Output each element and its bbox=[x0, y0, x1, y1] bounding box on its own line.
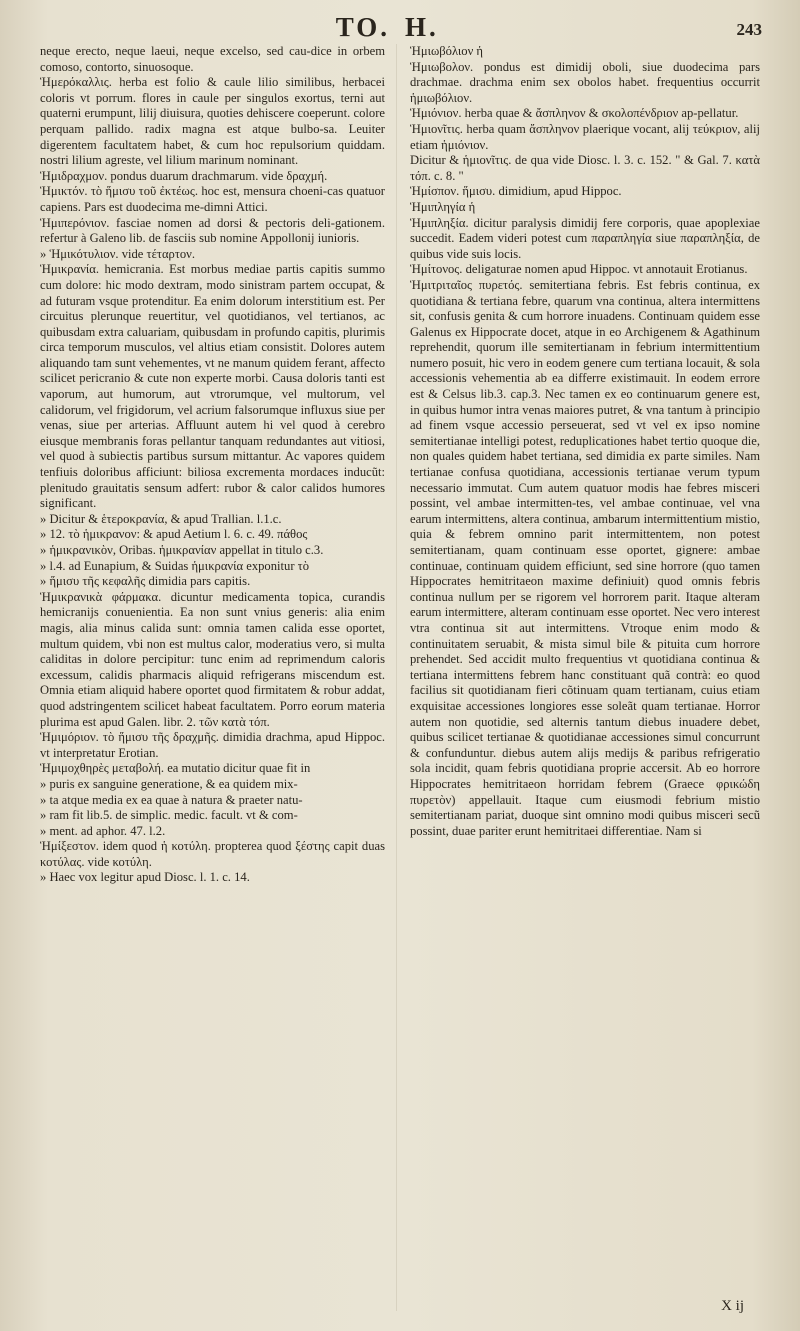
text-paragraph: » 12. τὸ ἡμικρανον: & apud Aetium l. 6. c. 49. πάθος bbox=[40, 527, 308, 542]
text-paragraph: Ἡμίξεστον. idem quod ἡ κοτύλη. propterea quod ξέστης capit duas κοτύλας. vide κοτύλη. bbox=[40, 839, 385, 869]
text-paragraph: Ἡμίσπον. ἥμισυ. dimidium, apud Hippoc. bbox=[410, 184, 622, 199]
text-paragraph: Ἡμικρανία. hemicrania. Est morbus mediae partis capitis summo cum dolore: hic modo dextram, modo sinistram partem occupat, & ad futuram vsque protenditur. Ea enim dolorum interstitium est. Per circuitus plerunque reuertitur, vel quotidianos, vel tertianos, ac quibusdam extra caluariam, quibusdam in profundo capitis, plurimis circa temporum musculos, vel altius etiam consistit. Dolores autem aliquando tam sunt vehementes, vt ne manum quidem ferant, affecto scilicet pericranio & cute non experte morbi. Causa doloris tanti est vaporum, aut humorum, aut vtrorumque, vel multorum, vel calidorum, vel frigidorum, vel acrium falsorumque influxus siue per venas, siue per arterias. Affluunt autem hi vel quod à cerebro eiusque membranis foras pellantur tanquam redundantes aut vitiosi, vel quod à subiectis partibus sursum mittantur. Ac vapores quidem tenfiuis doloribus afficiunt: biliosa excrementa mordaces inducũt: plenitudo grauitatis sensum adfert: rubor & calor calidos humores significant. bbox=[40, 262, 385, 511]
text-paragraph: » Ἡμικότυλιον. vide τέταρτον. bbox=[40, 246, 196, 261]
text-paragraph: » ta atque media ex ea quae à natura & praeter natu- bbox=[40, 792, 303, 807]
text-paragraph: » ἡμικρανικὸν, Oribas. ἡμικρανίαν appellat in titulo c.3. bbox=[40, 543, 324, 557]
text-paragraph: » puris ex sanguine generatione, & ea quidem mix- bbox=[40, 776, 298, 791]
text-paragraph: Ἡμιμόριον. τὸ ἥμισυ τῆς δραχμῆς. dimidia drachma, apud Hippoc. vt interpretatur Erotian. bbox=[40, 730, 385, 760]
signature-mark: X ij bbox=[721, 1298, 744, 1314]
right-column bbox=[410, 44, 760, 839]
text-paragraph: neque erecto, neque laeui, neque excelso, sed cau-dice in orbem comoso, contorto, sinuosoque. bbox=[40, 44, 385, 74]
column-gutter bbox=[396, 44, 397, 1311]
left-column bbox=[40, 44, 385, 886]
text-paragraph: Ἡμιπληξία. dicitur paralysis dimidij fere corporis, quae apoplexiae succedit. Eadem videri potest cum παραπληγία siue παραπληξία, de quibus vide suis locis. bbox=[410, 215, 760, 261]
text-paragraph: Dicitur & ἡμιονῖτις. de qua vide Diosc. l. 3. c. 152. " & Gal. 7. κατὰ τόπ. c. 8. " bbox=[410, 153, 760, 183]
text-paragraph: Ἡμιμοχθηρὲς μεταβολή. ea mutatio dicitur quae fit in bbox=[40, 761, 311, 776]
text-paragraph: Ἡμικτόν. τὸ ἥμισυ τοῦ ἐκτέως. hoc est, mensura choeni-cas quatuor capiens. Pars est duodecima me-dimni Attici. bbox=[40, 184, 385, 214]
text-paragraph: Ἡμιονῖτις. herba quam ἄσπληνον plaerique vocant, alij τεύκριον, alij etiam ἡμιόνιον. bbox=[410, 121, 760, 152]
text-paragraph: Ἡμιωβολον. pondus est dimidij oboli, siue duodecima pars drachmae. drachma enim sex obolos habet. frequentius occurrit ἡμιωβόλιον. bbox=[410, 59, 760, 105]
text-paragraph: Ἡμιπερόνιον. fasciae nomen ad dorsi & pectoris deli-gationem. refertur à Galeno lib. de fasciis sub nomine Appollonij iunioris. bbox=[40, 215, 385, 246]
text-paragraph: » ment. ad aphor. 47. l.2. bbox=[40, 823, 166, 838]
text-paragraph: » Haec vox legitur apud Diosc. l. 1. c. 14. bbox=[40, 870, 250, 885]
text-paragraph: Ἡμίτονος. deligaturae nomen apud Hippoc. vt annotauit Erotianus. bbox=[410, 262, 748, 277]
text-paragraph: Ἡμιπληγία ἡ bbox=[410, 199, 476, 214]
page-number: 243 bbox=[736, 20, 762, 39]
text-paragraph: » Dicitur & ἑτεροκρανία, & apud Trallian. l.1.c. bbox=[40, 511, 282, 526]
running-head-left: ΤΟ. bbox=[335, 12, 390, 42]
text-paragraph: Ἡμικρανικὰ φάρμακα. dicuntur medicamenta topica, curandis hemicranijs conuenientia. Ea non sunt vnius generis: alia enim magis, alia minus calida sunt: omnia tamen calida esse oportet, multum quidem, vbi non est multus calor, moderatius vero, si multa caliditas in dolore percipitur: tunc enim ad reprimendum caloris excessum, calidis pharmacis aliquid refrigerans miscendum est. Omnia etiam aliquid habere oportet quod firmitatem & robur addat, quod adstringentem scilicet habeat facultatem. Porro eorum materia plurima est apud Galen. libr. 2. τῶν κατὰ τόπ. bbox=[40, 589, 385, 729]
text-paragraph: » ἥμισυ τῆς κεφαλῆς dimidia pars capitis. bbox=[40, 574, 251, 589]
text-paragraph: Ἡμιόνιον. herba quae & ἄσπληνον & σκολοπένδριον ap-pellatur. bbox=[410, 106, 739, 121]
text-paragraph: Ἡμιτριταῖος πυρετός. semitertiana febris. Est febris continua, ex quotidiana & tertiana febre, quarum vna continua, altera intermittens sit, confusis genita & cum horrore inuadens. Continuam quidem esse Galenus ex Hippocrate docet, atque in eo Archigenem & Agathinum reprehendit, quorum ille semitertianam in febrium intermittentium numero posuit, hic vero in eodem genere cum tertiana locauit, & sola accessionis vehementia ab ea differre existimauit. In eodem errore est & Celsus lib.3. cap.3. Nec tamen ex eo continuarum genere est, in quibus humor intra venas maiores putret, & vna tantum à principio ad finem vsque accessio perseuerat, sed vt vel ex ipso nomine semitertianae intelligi potest, reduplicationes habet tertio quoque die, non quales quidem habet tertiana, sed dimidia ex parte similes. Nam tertianae confusa quotidiana, accessionis tertianae verum typum necessario immutat. Cum autem quatuor modis hae febres misceri possint, vel ambae intermitten-tes, vel ambae continuae, vel vna earum intermittens, altera continua, ambarum intermittentium mistio, quia & febrem omnino parit intermittentem, non potest semitertianam, quam continuam esse oportet, gignere: ambae continuae, continuam quidem efficiunt, sed sine horrore (quo tamen Hippocrates hemitritaeon maxime definiuit) quod omnis febris continua nullum per se rigorem vel horrorem parit. Itaque alteram earum intermittere, alteram continuam esse oportet. Nec vero interest vtra continua sit aut intermittens. Vtroque enim modo & continuitatem seruabit, & mista simul bile & pituita cum horrore prehendet. Sed accidit multo frequentius vt quotidiana continua & tertiana intermittens febrem hanc constituant quã contrà: eo quod facilius sit quotidianam fieri cõtinuam quam tertianam, cuius etiam exquisitae accessiones longiores esse soleãt quam tertianae. Horror autem non quotidie, sed alternis tantum diebus inuadere debet, quibus scilicet tertianae & quotidianae accessiones simul concurrunt & confunduntur. diebus autem alijs medijs & paribus refrigeratio sola incidit, quam febris quotidiana proprie accersit. Ab eo horrore Hippocrates hemitritaeon horridam febrem (Graece φρικώδη πυρετὸν) appellauit. Itaque cum eiusmodi febrium mistio semitertianam pariat, duoque sint omnino modi quibus misceri secũ possint, duae pariter erunt hemitritaei differentiae. Nam si bbox=[410, 277, 760, 838]
text-paragraph: » l.4. ad Eunapium, & Suidas ἡμικρανία exponitur τὸ bbox=[40, 558, 310, 573]
text-paragraph: Ἡμιωβόλιον ἡ bbox=[410, 44, 484, 58]
page-header bbox=[0, 12, 800, 42]
text-paragraph: Ἡμερόκαλλις. herba est folio & caule lilio similibus, herbacei coloris vt porrum. flores in caule per singulos exortus, terni aut quaterni erumpunt, lilij diuisura, quoties dehiscere coeperunt. colore perquam pallido. radix magna est atque bulbo-sa. Leuiter digerentem facultatem habet, & cum hoc repulsorium quiddam. nostri lilium agreste, vel lilium marinum nominant. bbox=[40, 75, 385, 168]
text-paragraph: » ram fit lib.5. de simplic. medic. facult. vt & com- bbox=[40, 808, 298, 823]
text-paragraph: Ἡμιδραχμον. pondus duarum drachmarum. vide δραχμή. bbox=[40, 168, 328, 183]
running-head-right: Η. bbox=[405, 12, 439, 42]
